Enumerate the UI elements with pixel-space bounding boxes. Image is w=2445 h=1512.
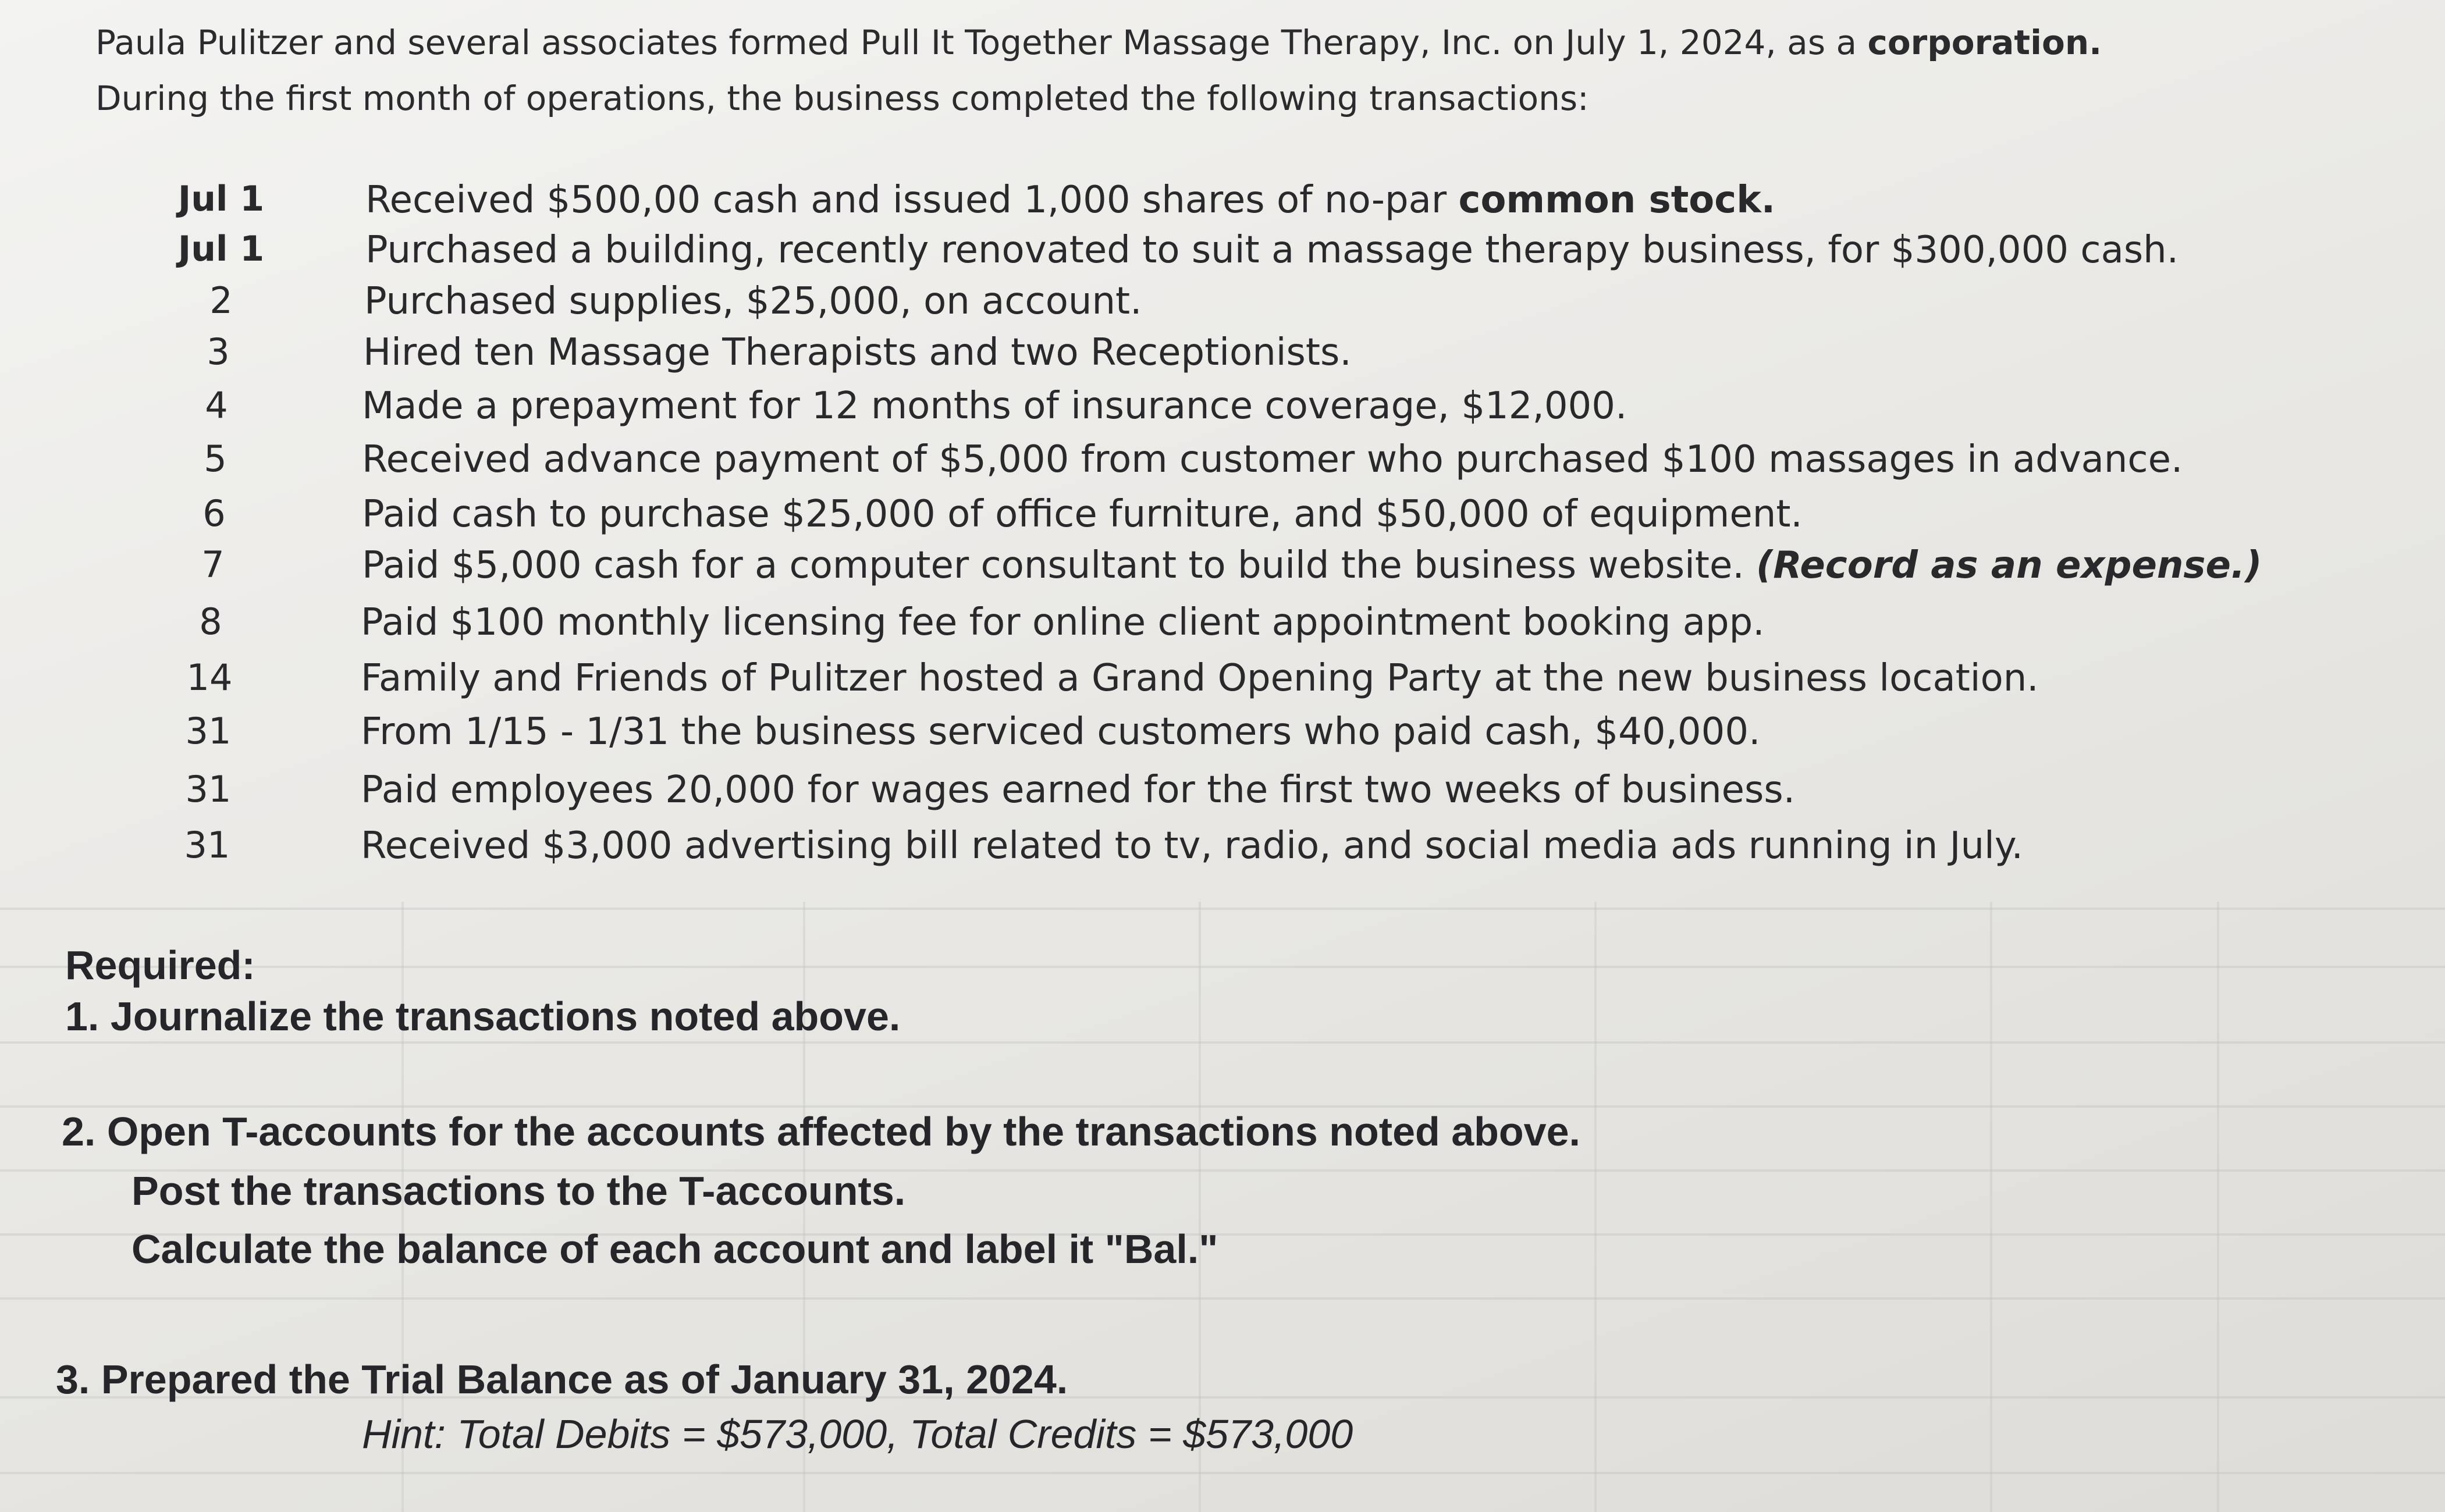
paper-gridline <box>2217 902 2219 1512</box>
transaction-description: Paid $100 monthly licensing fee for online client appointment booking app. <box>361 601 1765 644</box>
intro-line-2: During the first month of operations, the business completed the following transactions: <box>95 79 1589 118</box>
transaction-date: 5 <box>204 437 227 480</box>
transaction-date: Jul 1 <box>177 229 265 269</box>
transaction-date: 7 <box>201 543 225 586</box>
required-item-2-balance: Calculate the balance of each account and label it "Bal." <box>132 1226 1218 1272</box>
intro-emphasis: corporation. <box>1867 23 2102 62</box>
description-emphasis: common stock. <box>1458 179 1776 222</box>
transaction-date: Jul 1 <box>177 179 265 219</box>
transaction-description: Received $3,000 advertising bill related to tv, radio, and social media ads running in July. <box>361 824 2023 867</box>
paper-gridline <box>1990 902 1992 1512</box>
paper-gridline <box>0 1041 2445 1044</box>
paper-gridline <box>0 1105 2445 1108</box>
transaction-date: 2 <box>209 279 233 322</box>
required-item-1: 1. Journalize the transactions noted above. <box>65 994 901 1039</box>
paper-gridline <box>0 1472 2445 1474</box>
transaction-description <box>365 179 1776 222</box>
transaction-date: 8 <box>199 600 222 643</box>
required-heading: Required: <box>65 942 255 988</box>
transaction-date: 31 <box>185 768 232 810</box>
paper-gridline <box>1594 902 1597 1512</box>
required-item-2: 2. Open T-accounts for the accounts affected by the transactions noted above. <box>62 1109 1580 1154</box>
transaction-date: 4 <box>205 384 228 426</box>
intro-line-1 <box>95 23 2102 62</box>
intro-text: Paula Pulitzer and several associates formed Pull It Together Massage Therapy, Inc. on July 1, 2024, as a <box>95 23 1868 62</box>
transaction-description: From 1/15 - 1/31 the business serviced customers who paid cash, $40,000. <box>361 710 1761 753</box>
transaction-date: 31 <box>185 710 232 752</box>
transaction-description: Paid employees 20,000 for wages earned for the first two weeks of business. <box>361 769 1796 812</box>
required-item-3: 3. Prepared the Trial Balance as of January 31, 2024. <box>56 1357 1068 1402</box>
transaction-description: Hired ten Massage Therapists and two Receptionists. <box>363 331 1352 374</box>
paper-gridline <box>0 966 2445 968</box>
paper-gridline <box>0 908 2445 910</box>
transaction-date: 14 <box>186 656 233 699</box>
transaction-date: 31 <box>184 824 230 866</box>
paper-gridline <box>0 1297 2445 1300</box>
transaction-description: Family and Friends of Pulitzer hosted a Grand Opening Party at the new business location. <box>361 657 2039 700</box>
transaction-date: 3 <box>207 330 230 373</box>
transaction-description: Paid cash to purchase $25,000 of office furniture, and $50,000 of equipment. <box>362 493 1803 536</box>
description-text: Paid $5,000 cash for a computer consultant to build the business website. <box>362 544 1757 587</box>
required-item-2-post: Post the transactions to the T-accounts. <box>132 1168 906 1214</box>
transaction-description: Made a prepayment for 12 months of insurance coverage, $12,000. <box>362 385 1627 428</box>
transaction-description: Purchased a building, recently renovated to suit a massage therapy business, for $300,000 cash. <box>365 229 2179 272</box>
description-note: (Record as an expense.) <box>1756 544 2262 587</box>
hint-text: Hint: Total Debits = $573,000, Total Credits = $573,000 <box>362 1411 1353 1457</box>
transaction-description: Purchased supplies, $25,000, on account. <box>364 280 1142 323</box>
transaction-date: 6 <box>202 492 226 535</box>
transaction-description <box>362 544 2262 587</box>
transaction-description: Received advance payment of $5,000 from customer who purchased $100 massages in advance. <box>362 438 2183 481</box>
description-text: Received $500,00 cash and issued 1,000 shares of no-par <box>365 179 1459 222</box>
